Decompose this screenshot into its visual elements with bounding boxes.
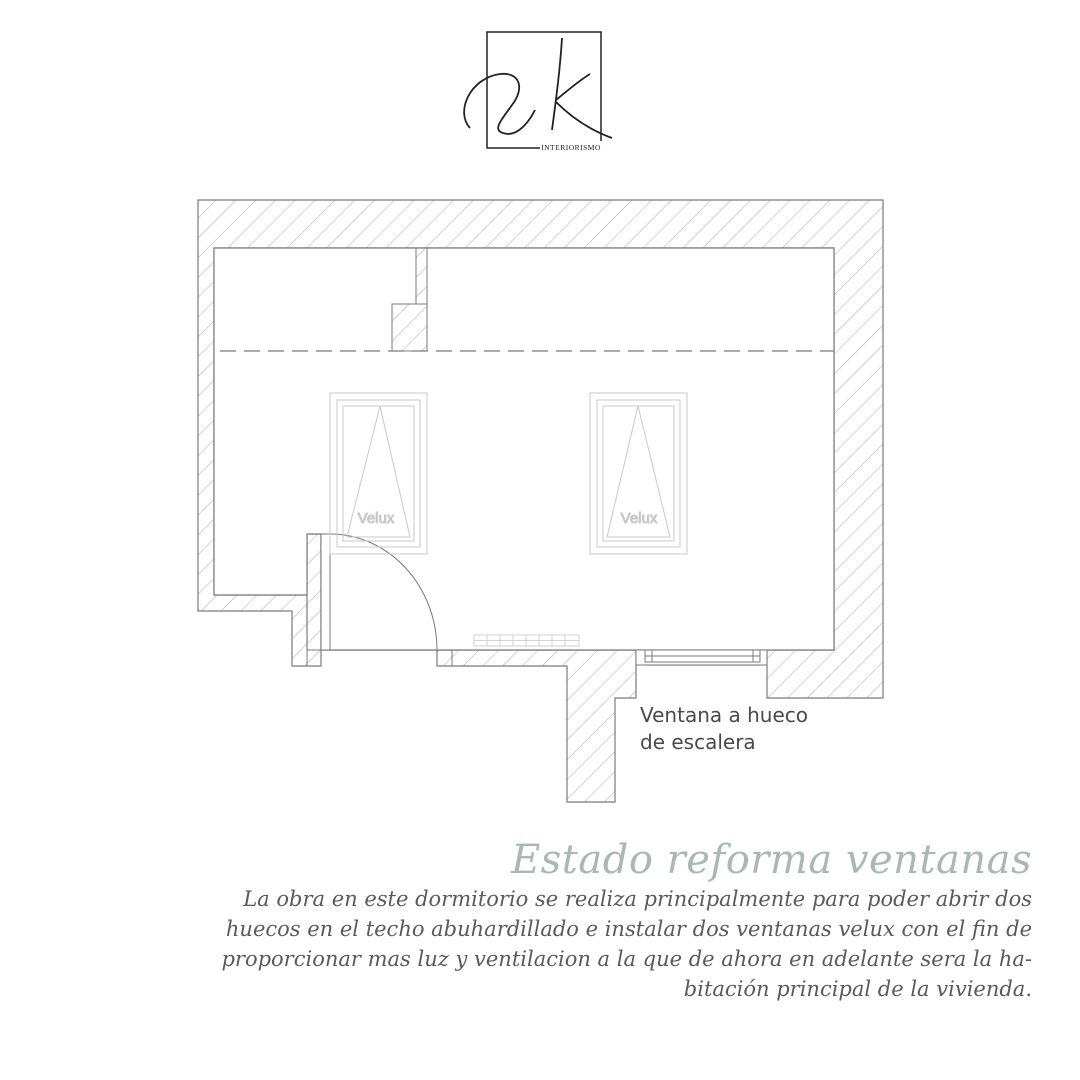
logo-stroke-2 (464, 74, 535, 134)
skylight-left-label: Velux (357, 510, 395, 527)
stair-window-note-line1: Ventana a hueco (640, 703, 808, 727)
caption-line: bitación principal de la vivienda. (683, 977, 1032, 1001)
wall-stub (416, 248, 427, 304)
caption (212, 838, 1032, 1004)
caption-line: proporcionar mas luz y ventilacion a la que de ahora en adelante sera la ha- (221, 947, 1032, 971)
caption-body (212, 884, 1032, 1004)
stair-window (636, 650, 767, 665)
brand-logo (464, 32, 612, 152)
logo-subtitle: INTERIORISMO (541, 143, 601, 152)
door-leaf (321, 534, 330, 650)
caption-title: Estado reforma ventanas (511, 837, 1032, 883)
logo-stroke-k (552, 38, 612, 138)
stair-window-note-line2: de escalera (640, 730, 756, 754)
room-outline (214, 248, 834, 650)
chimney-block (392, 304, 427, 351)
skylight-right-label: Velux (620, 510, 658, 527)
logo-frame (487, 32, 601, 148)
caption-line: La obra en este dormitorio se realiza principalmente para poder abrir dos (243, 887, 1032, 911)
stair-window-note (640, 702, 808, 756)
caption-line: huecos en el techo abuhardillado e instalar dos ventanas velux con el fin de (225, 917, 1032, 941)
